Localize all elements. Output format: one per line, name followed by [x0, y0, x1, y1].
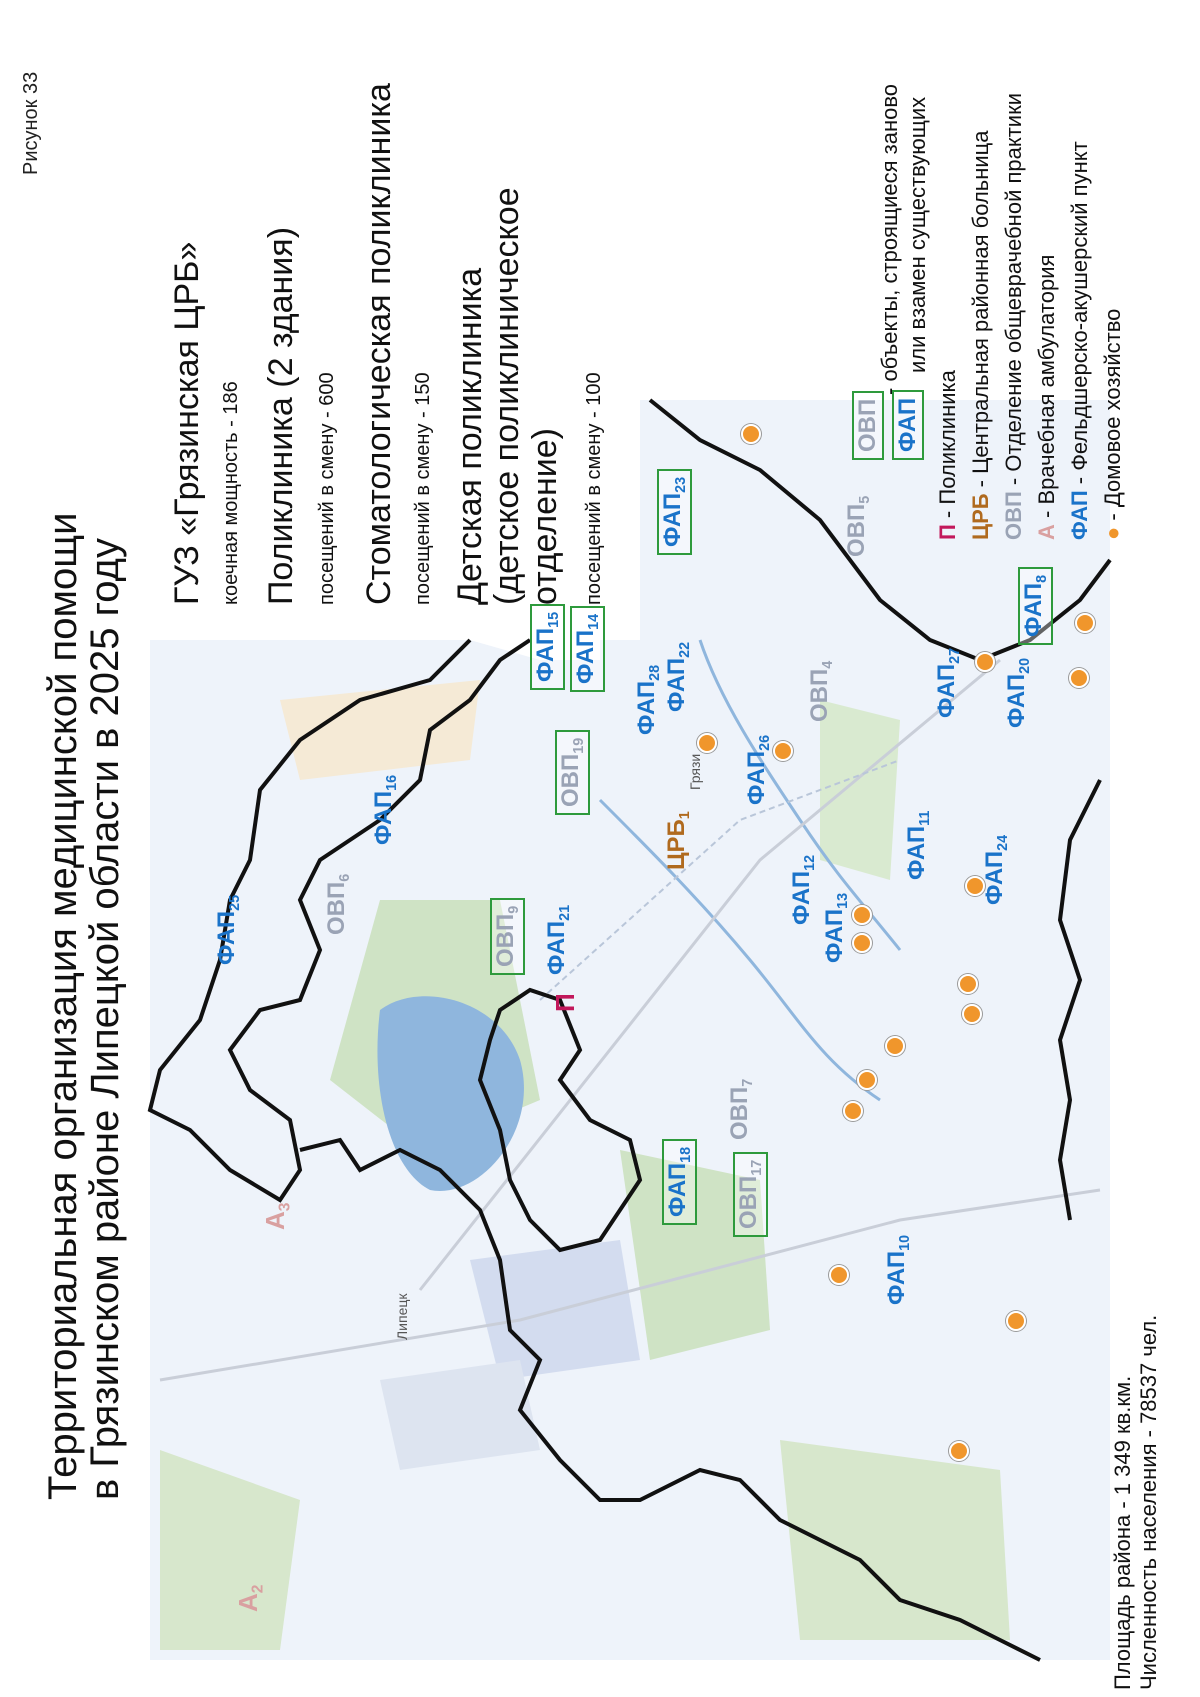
fap-label-8-new: $ФАП_8$ [1018, 567, 1053, 645]
ovp-label-17-new: $ОВП_{17}$ [733, 1152, 768, 1237]
forest-area [820, 700, 900, 880]
fap-label-18-new: $ФАП_{18}$ [662, 1139, 697, 1225]
legend-item-ovp: ОВП - Отделение общеврачебной практики [1001, 92, 1026, 540]
info-polyclinic-name: Поликлиника (2 здания) [262, 226, 300, 605]
legend-new-text-1: - объекты, строящиеся заново [877, 83, 902, 395]
household-marker [885, 1036, 905, 1056]
household-marker [1069, 668, 1089, 688]
legend-item-household: ● - Домовое хозяйство [1100, 308, 1125, 540]
ambulatory-label-2: $А_2$ [233, 1584, 267, 1612]
fap-label-13: $ФАП_{13}$ [821, 892, 852, 963]
figure-label: Рисунок 33 [20, 71, 42, 175]
fap-label-28: $ФАП_{28}$ [633, 664, 664, 735]
fap-label-16: $ФАП_{16}$ [370, 774, 401, 845]
ovp-label-7: $ОВП_7$ [726, 1078, 757, 1140]
fap-label-21: $ФАП_{21}$ [543, 904, 574, 975]
fap-label-14-new: $ФАП_{14}$ [570, 606, 605, 692]
title-line-2: в Грязинском районе Липецкой области в 2025 году [83, 537, 127, 1500]
legend-item-ambulatory: А - Врачебная амбулатория [1034, 254, 1059, 540]
household-marker [975, 652, 995, 672]
household-marker [949, 1441, 969, 1461]
fap-label-12: $ФАП_{12}$ [788, 854, 819, 925]
household-marker [1006, 1311, 1026, 1331]
household-marker [741, 424, 761, 444]
legend-new-ovp-box: ОВП [852, 391, 884, 460]
household-marker [852, 905, 872, 925]
info-dental-detail: посещений в смену - 150 [412, 372, 434, 605]
info-crb-name: ГУЗ «Грязинская ЦРБ» [168, 241, 206, 605]
fap-label-26: $ФАП_{26}$ [743, 734, 774, 805]
polyclinic-label: П [550, 993, 580, 1012]
household-marker [962, 1004, 982, 1024]
title-line-1: Территориальная организация медицинской помощи [41, 512, 85, 1500]
info-children-name [452, 187, 564, 605]
fap-label-15-new: $ФАП_{15}$ [530, 604, 565, 690]
household-marker [1075, 613, 1095, 633]
ovp-label-5: $ОВП_5$ [843, 495, 874, 557]
legend-item-crb: ЦРБ - Центральная районная больница [968, 130, 993, 540]
household-marker [852, 933, 872, 953]
legend-new-fap-box: ФАП [892, 390, 924, 460]
district-population: Численность населения - 78537 чел. [1136, 1314, 1162, 1690]
legend-new-objects-text [876, 84, 931, 395]
fap-label-27: $ФАП_{27}$ [933, 647, 964, 718]
town-label-gryazi: Грязи [687, 753, 703, 790]
ovp-label-19-new: $ОВП_{19}$ [555, 730, 590, 815]
info-children-line-1: Детская поликлиника [451, 267, 489, 605]
legend-new-text-2: или взамен существующих [904, 96, 930, 373]
info-children-line-3: отделение) [525, 428, 564, 605]
fap-label-25: $ФАП_{25}$ [213, 894, 244, 965]
info-polyclinic-detail: посещений в смену - 600 [316, 372, 338, 605]
household-marker [857, 1070, 877, 1090]
legend-item-fap: ФАП - Фельдшерско-акушерский пункт [1067, 141, 1092, 540]
household-marker [773, 741, 793, 761]
info-children-line-2: (детское поликлиническое [488, 187, 527, 605]
household-marker [958, 974, 978, 994]
fap-label-11: $ФАП_{11}$ [903, 810, 934, 880]
fap-label-24: $ФАП_{24}$ [981, 834, 1012, 905]
info-crb-detail: коечная мощность - 186 [220, 381, 242, 605]
fap-label-20: $ФАП_{20}$ [1003, 657, 1034, 728]
household-marker [697, 733, 717, 753]
district-stats [1110, 1315, 1163, 1690]
forest-area [780, 1440, 1010, 1640]
ovp-label-4: $ОВП_4$ [806, 660, 837, 722]
household-marker [829, 1265, 849, 1285]
fap-label-22: $ФАП_{22}$ [663, 641, 694, 712]
info-children-detail: посещений в смену - 100 [583, 372, 605, 605]
fap-label-23-new: $ФАП_{23}$ [657, 469, 692, 555]
fap-label-10: $ФАП_{10}$ [883, 1234, 914, 1305]
page-title [42, 513, 126, 1500]
household-marker [843, 1101, 863, 1121]
ovp-label-9-new: $ОВП_9$ [490, 898, 525, 975]
crb-label: $ЦРБ_1$ [663, 811, 694, 870]
ambulatory-label-3: $А_3$ [260, 1202, 294, 1230]
legend-item-polyclinic: П - Поликлиника [935, 370, 960, 540]
district-area: Площадь района - 1 349 кв.км. [1110, 1375, 1135, 1690]
info-dental-name: Стоматологическая поликлиника [360, 83, 398, 605]
ovp-label-6: $ОВП_6$ [323, 873, 354, 935]
town-label-lipetsk: Липецк [394, 1293, 410, 1340]
